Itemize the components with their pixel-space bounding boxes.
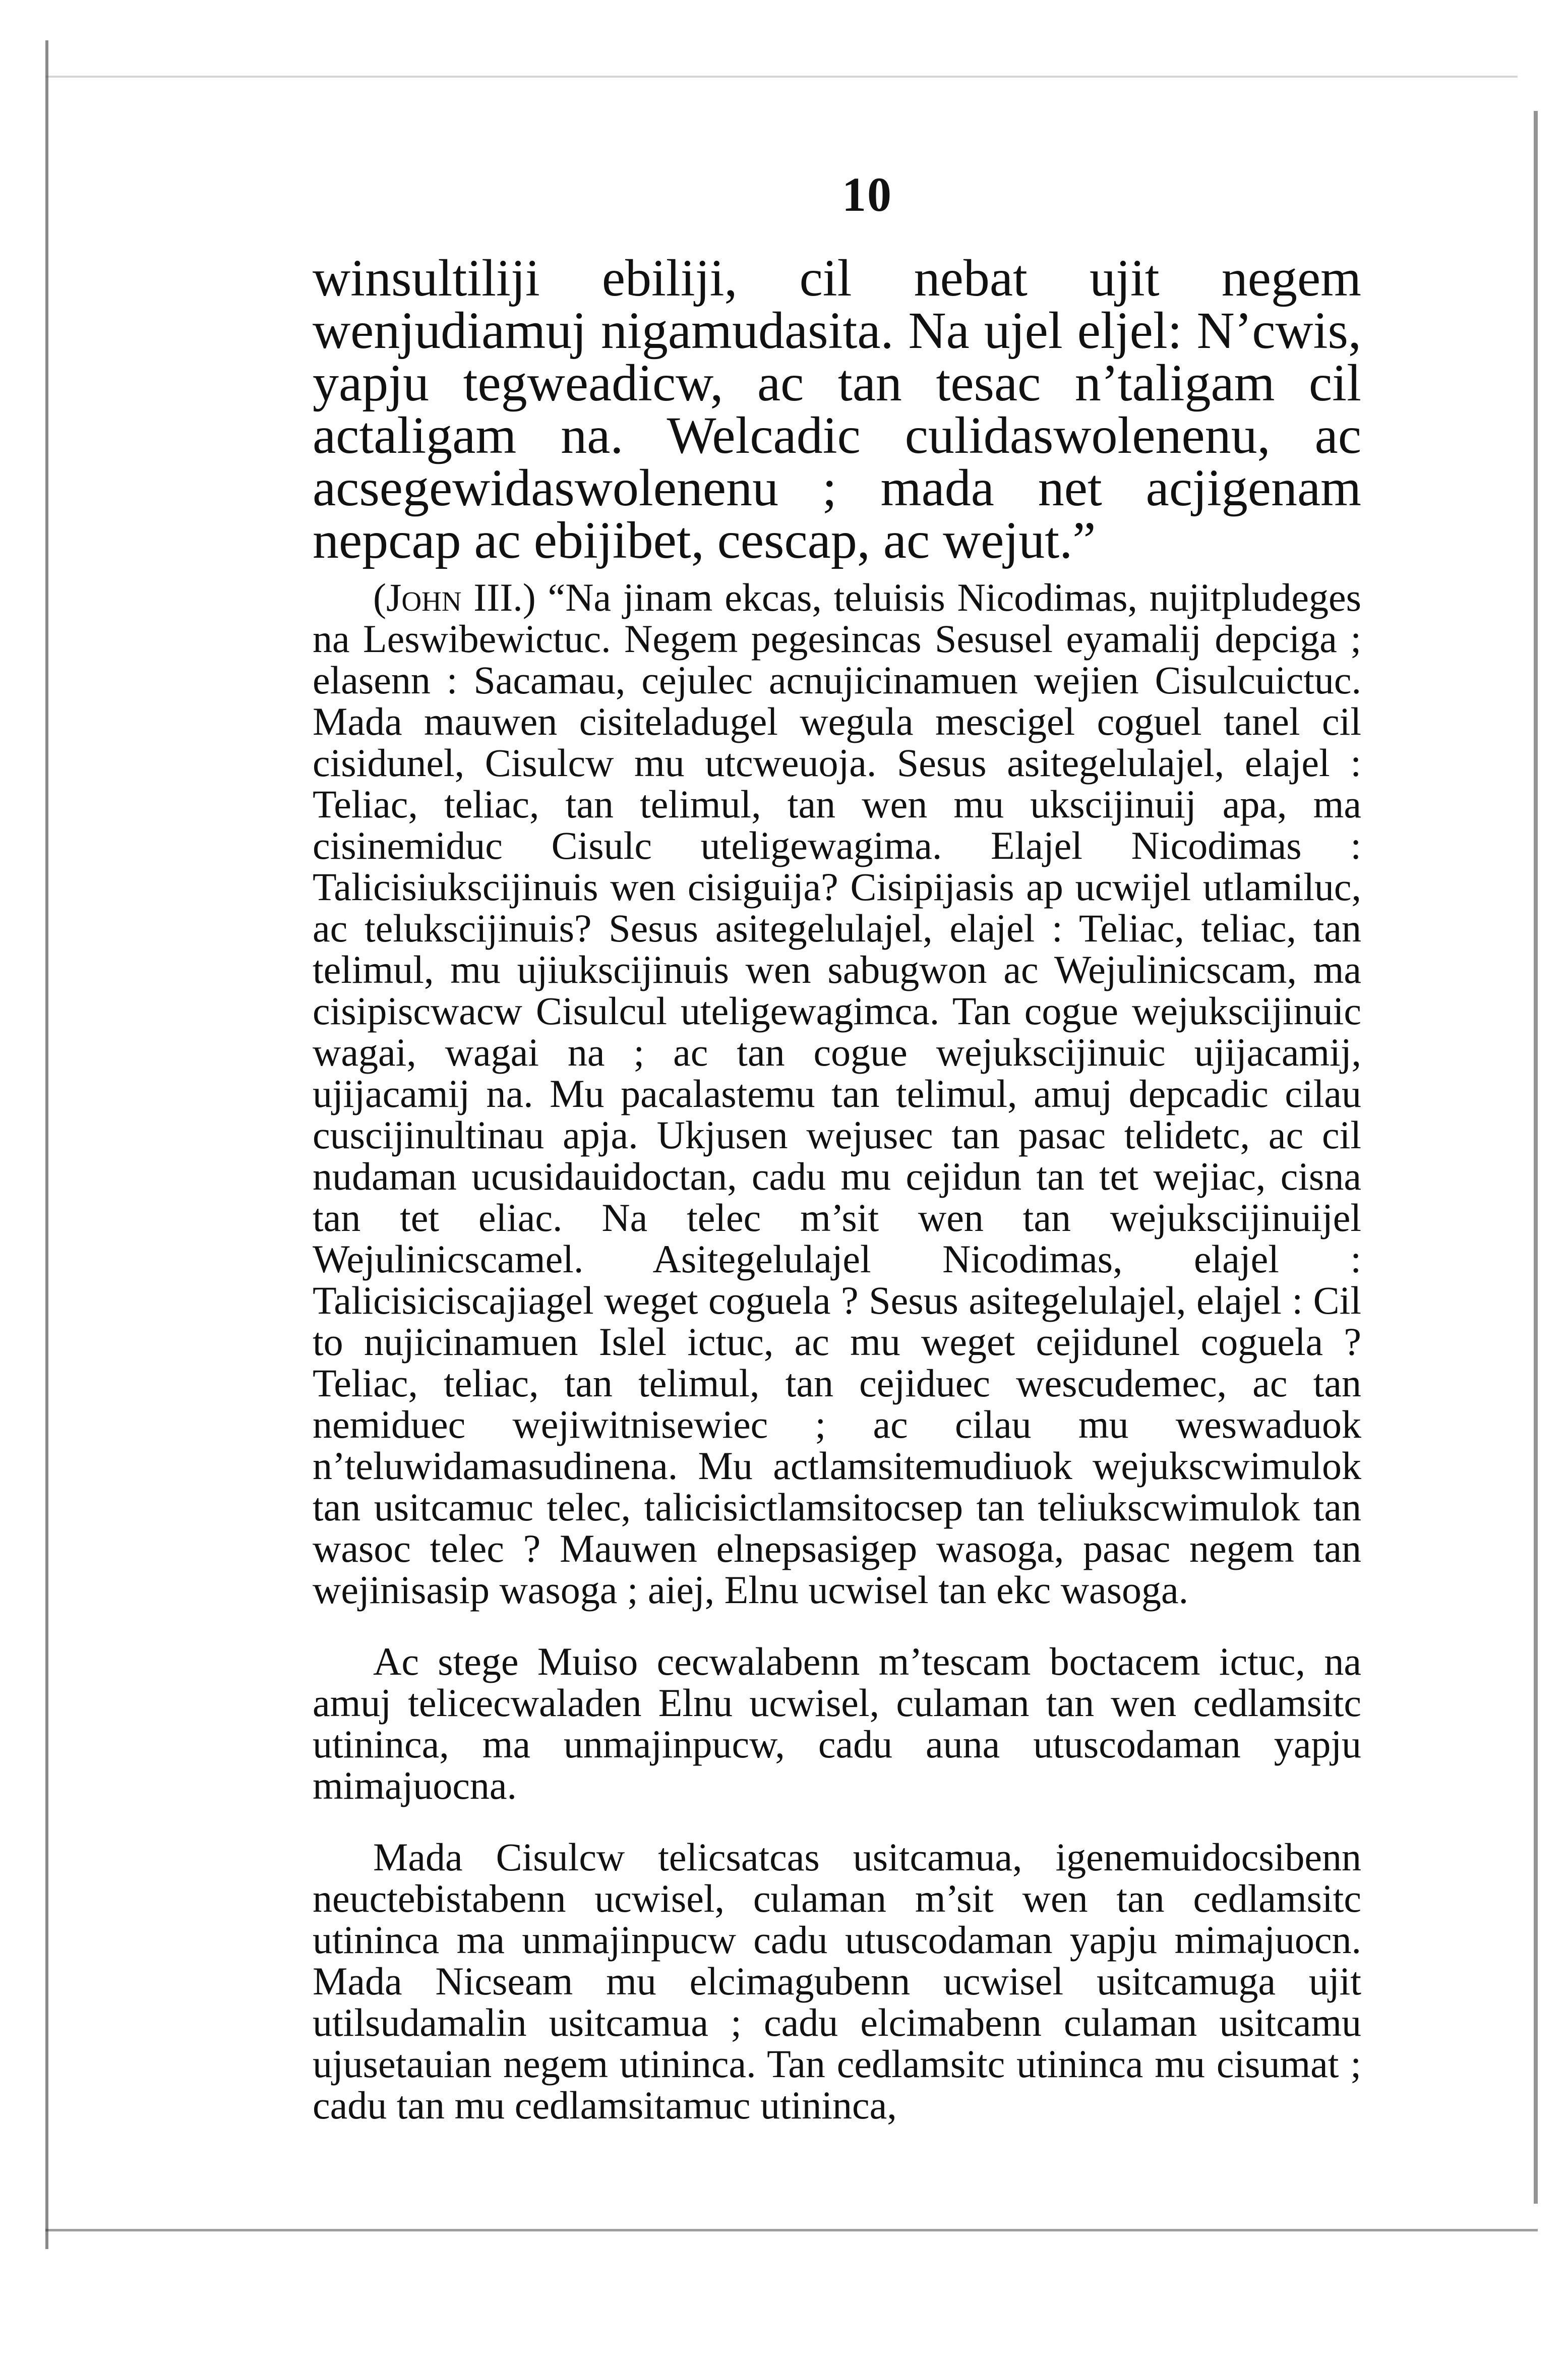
paragraph-john-iii [313,577,1361,1611]
paragraph-muiso [313,1641,1361,1806]
paragraph-cisulcw [313,1837,1361,2126]
paragraph-john-iii-text: “Na jinam ekcas, teluisis Nicodimas, nujitpludeges na Leswibewictuc. Negem pegesincas Sesusel eyamalij depciga ; elasenn : Sacamau, cejulec acnujicinamuen wejien Cisulcuictuc. Mada mauwen cisiteladugel wegula mescigel coguel tanel cil cisidunel, Cisulcw mu utcweuoja. Sesus asitegelulajel, elajel : Teliac, teliac, tan telimul, tan wen mu ukscijinuij apa, ma cisinemiduc Cisulc uteligewagima. Elajel Nicodimas : Talicisiukscijinuis wen cisiguija? Cisipijasis ap ucwijel utlamiluc, ac telukscijinuis? Sesus asitegelulajel, elajel : Teliac, teliac, tan telimul, mu ujiukscijinuis wen sabugwon ac Wejulinicscam, ma cisipiscwacw Cisulcul uteligewagimca. Tan cogue wejukscijinuic wagai, wagai na ; ac tan cogue wejukscijinuic ujijacamij, ujijacamij na. Mu pacalastemu tan telimul, amuj depcadic cilau cuscijinultinau apja. Ukjusen wejusec tan pasac telidetc, ac cil nudaman ucusidauidoctan, cadu mu cejidun tan tet wejiac, cisna tan tet eliac. Na telec m’sit wen tan wejukscijinuijel Wejulinicscamel. Asitegelulajel Nicodimas, elajel : Talicisiciscajiagel weget coguela ? Sesus asitegelulajel, elajel : Cil to nujicinamuen Islel ictuc, ac mu weget cejidunel coguela ? Teliac, teliac, tan telimul, tan cejiduec wescudemec, ac tan nemiduec wejiwitnisewiec ; ac cilau mu weswaduok n’teluwidamasudinena. Mu actlamsitemudiuok wejukscwimulok tan usitcamuc telec, talicisictlamsitocsep tan teliukscwimulok tan wasoc telec ? Mauwen elnepsasigep wasoga, pasac negem tan wejinisasip wasoga ; aiej, Elnu ucwisel tan ekc wasoga. [313,575,1361,1612]
paragraph-muiso-text: Ac stege Muiso cecwalabenn m’tescam boctacem ictuc, na amuj telicecwaladen Elnu ucwisel, culaman tan wen cedlamsitc utininca, ma unmajinpucw, cadu auna utuscodaman yapju mimajuocna. [313,1639,1361,1807]
scan-border-top [45,76,1518,78]
scan-border-left [45,40,48,2249]
scripture-reference: (John III.) [373,575,536,619]
scan-border-bottom [45,2229,1538,2231]
paragraph-cisulcw-text: Mada Cisulcw telicsatcas usitcamua, igenemuidocsibenn neuctebistabenn ucwisel, culaman m’sit wen tan cedlamsitc utininca ma unmajinpucw cadu utuscodaman yapju mimajuocn. Mada Nicseam mu elcimagubenn ucwisel usitcamuga ujit utilsudamalin usitcamua ; cadu elcimabenn culaman usitcamu ujusetauian negem utininca. Tan cedlamsitc utininca mu cisumat ; cadu tan mu cedlamsitamuc utininca, [313,1835,1361,2127]
text-column [313,249,1361,2127]
page-number: 10 [842,167,892,221]
paragraph-intro [313,249,1361,569]
paragraph-intro-text: winsultiliji ebiliji, cil nebat ujit negem wenjudiamuj nigamudasita. Na ujel eljel: N’cwis, yapju tegweadicw, ac tan tesac n’taligam cil actaligam na. Welcadic culidaswolenenu, ac acsegewidaswolenenu ; mada net acjigenam nepcap ac ebijibet, cescap, ac wejut.” [313,249,1361,569]
scan-border-right [1534,111,1538,2204]
